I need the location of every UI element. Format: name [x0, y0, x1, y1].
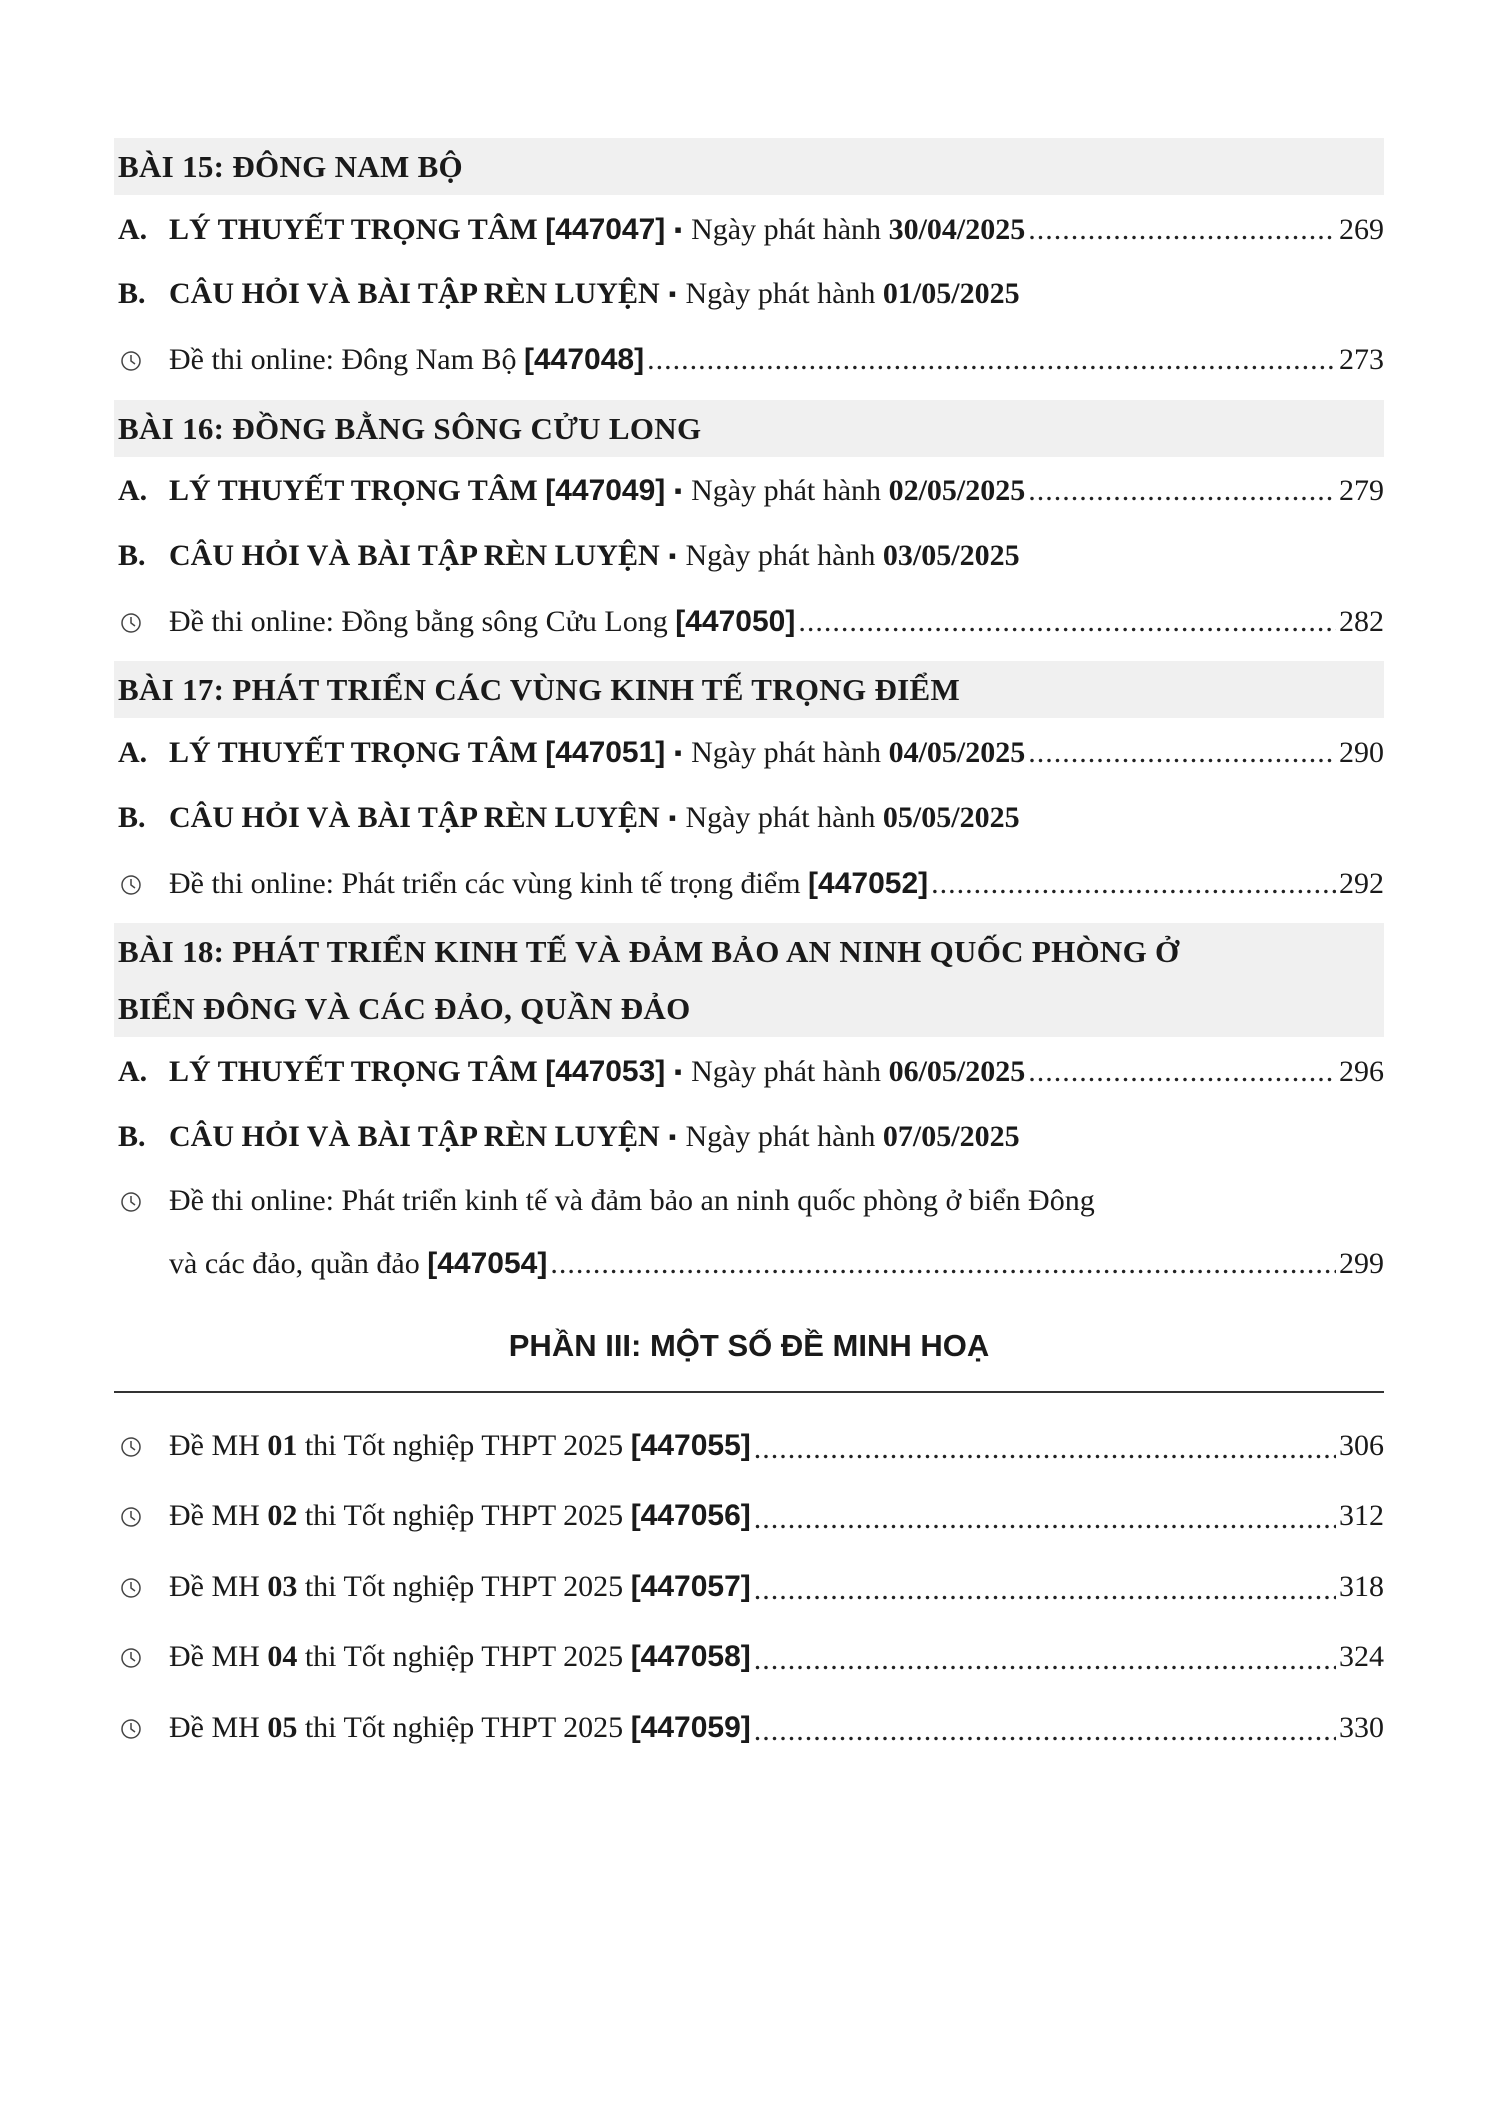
entry-title: CÂU HỎI VÀ BÀI TẬP RÈN LUYỆN	[169, 277, 660, 310]
clock-icon	[118, 345, 169, 375]
exam-code: [447058]	[630, 1640, 751, 1673]
bullet-separator: ▪	[674, 478, 683, 503]
entry-letter: A.	[118, 736, 148, 769]
exam-prefix: Đề MH	[169, 1499, 260, 1532]
practice-entry[interactable]	[118, 524, 1384, 588]
exam-suffix: thi Tốt nghiệp THPT 2025	[304, 1499, 624, 1532]
page-number: 312	[1339, 1499, 1384, 1532]
entry-letter: B.	[118, 1120, 146, 1153]
release-date: 30/04/2025	[888, 213, 1026, 246]
page-number: 269	[1339, 213, 1384, 246]
exam-prefix: Đề MH	[169, 1570, 260, 1603]
exam-suffix: thi Tốt nghiệp THPT 2025	[304, 1570, 624, 1603]
release-label: Ngày phát hành	[685, 539, 876, 572]
exam-number: 03	[267, 1570, 298, 1603]
lesson-heading-text: BÀI 18: PHÁT TRIỂN KINH TẾ VÀ ĐẢM BẢO AN NINH QUỐC PHÒNG Ở	[118, 934, 1180, 969]
clock-icon	[118, 869, 169, 899]
entry-letter: A.	[118, 1055, 148, 1088]
exam-code: [447054]	[427, 1247, 548, 1280]
exam-title: Đề thi online: Đồng bằng sông Cửu Long	[169, 605, 668, 638]
release-date: 01/05/2025	[882, 277, 1020, 310]
lesson-heading[interactable]	[114, 661, 1384, 718]
exam-suffix: thi Tốt nghiệp THPT 2025	[304, 1429, 624, 1462]
page-number: 290	[1339, 736, 1384, 769]
release-label: Ngày phát hành	[691, 1055, 882, 1088]
release-date: 02/05/2025	[888, 474, 1026, 507]
practice-entry[interactable]	[118, 262, 1384, 326]
online-exam-entry[interactable]	[118, 590, 1384, 654]
entry-code: [447053]	[545, 1055, 666, 1088]
theory-entry[interactable]	[118, 1040, 1384, 1104]
clock-icon	[118, 1713, 169, 1743]
theory-entry[interactable]	[118, 721, 1384, 785]
exam-code: [447050]	[675, 605, 796, 638]
entry-title: CÂU HỎI VÀ BÀI TẬP RÈN LUYỆN	[169, 801, 660, 834]
bullet-separator: ▪	[668, 1124, 677, 1149]
exam-prefix: Đề MH	[169, 1711, 260, 1744]
entry-title: LÝ THUYẾT TRỌNG TÂM	[169, 736, 538, 769]
clock-icon	[118, 607, 169, 637]
release-label: Ngày phát hành	[685, 277, 876, 310]
exam-code: [447048]	[523, 343, 645, 376]
exam-prefix: Đề MH	[169, 1640, 260, 1673]
dot-leader	[1028, 215, 1336, 262]
release-date: 07/05/2025	[882, 1120, 1020, 1153]
release-label: Ngày phát hành	[685, 1120, 876, 1153]
exam-title: Đề thi online: Phát triển kinh tế và đảm bảo an ninh quốc phòng ở biển Đông	[169, 1184, 1095, 1217]
page-number: 292	[1339, 867, 1384, 900]
sample-exam-entry[interactable]	[118, 1693, 1384, 1763]
dot-leader	[1028, 476, 1336, 523]
page-number: 282	[1339, 605, 1384, 638]
release-label: Ngày phát hành	[691, 474, 882, 507]
bullet-separator: ▪	[668, 805, 677, 830]
clock-icon	[118, 1431, 169, 1461]
exam-number: 04	[267, 1640, 298, 1673]
page-number: 306	[1339, 1429, 1384, 1462]
exam-code: [447059]	[630, 1711, 751, 1744]
page-number: 279	[1339, 474, 1384, 507]
page-number: 324	[1339, 1640, 1384, 1673]
clock-icon	[118, 1572, 169, 1602]
entry-code: [447047]	[545, 213, 666, 246]
lesson-heading[interactable]	[114, 400, 1384, 457]
dot-leader	[647, 345, 1336, 392]
entry-code: [447049]	[545, 474, 666, 507]
entry-letter: A.	[118, 474, 148, 507]
page-number: 296	[1339, 1055, 1384, 1088]
exam-code: [447056]	[630, 1499, 751, 1532]
release-date: 06/05/2025	[888, 1055, 1026, 1088]
exam-number: 05	[267, 1711, 298, 1744]
divider	[114, 1391, 1384, 1393]
sample-exam-entry[interactable]	[118, 1411, 1384, 1481]
bullet-separator: ▪	[668, 281, 677, 306]
lesson-heading-text: BIỂN ĐÔNG VÀ CÁC ĐẢO, QUẦN ĐẢO	[118, 991, 691, 1026]
exam-suffix: thi Tốt nghiệp THPT 2025	[304, 1640, 624, 1673]
online-exam-entry[interactable]	[118, 1169, 1384, 1233]
exam-title-continued: và các đảo, quần đảo	[169, 1247, 420, 1280]
dot-leader	[754, 1575, 1336, 1622]
entry-title: CÂU HỎI VÀ BÀI TẬP RÈN LUYỆN	[169, 1120, 660, 1153]
exam-prefix: Đề MH	[169, 1429, 260, 1462]
lesson-heading-text: BÀI 16: ĐỒNG BẰNG SÔNG CỬU LONG	[118, 411, 702, 446]
dot-leader	[1028, 1057, 1336, 1104]
entry-title: CÂU HỎI VÀ BÀI TẬP RÈN LUYỆN	[169, 539, 660, 572]
clock-icon	[118, 1642, 169, 1672]
theory-entry[interactable]	[118, 198, 1384, 262]
lesson-heading[interactable]	[114, 138, 1384, 195]
online-exam-entry[interactable]	[118, 852, 1384, 916]
bullet-separator: ▪	[674, 217, 683, 242]
theory-entry[interactable]	[118, 459, 1384, 523]
dot-leader	[1028, 738, 1336, 785]
exam-title: Đề thi online: Phát triển các vùng kinh tế trọng điểm	[169, 867, 801, 900]
release-label: Ngày phát hành	[691, 736, 882, 769]
lesson-heading-text: BÀI 17: PHÁT TRIỂN CÁC VÙNG KINH TẾ TRỌNG ĐIỂM	[118, 672, 961, 707]
clock-icon	[118, 1501, 169, 1531]
exam-number: 02	[267, 1499, 298, 1532]
exam-code: [447052]	[808, 867, 929, 900]
online-exam-entry-continued[interactable]	[169, 1232, 1384, 1296]
page-number: 330	[1339, 1711, 1384, 1744]
clock-icon	[118, 1186, 169, 1216]
entry-letter: B.	[118, 801, 146, 834]
dot-leader	[798, 607, 1336, 654]
bullet-separator: ▪	[674, 1059, 683, 1084]
exam-number: 01	[267, 1429, 298, 1462]
page-number: 299	[1339, 1247, 1384, 1280]
entry-code: [447051]	[545, 736, 666, 769]
release-label: Ngày phát hành	[685, 801, 876, 834]
entry-letter: B.	[118, 277, 146, 310]
entry-letter: A.	[118, 213, 148, 246]
release-date: 04/05/2025	[888, 736, 1026, 769]
exam-code: [447055]	[630, 1429, 751, 1462]
dot-leader	[754, 1716, 1336, 1763]
release-label: Ngày phát hành	[691, 213, 882, 246]
lesson-heading[interactable]	[114, 923, 1384, 1037]
practice-entry[interactable]	[118, 786, 1384, 850]
exam-code: [447057]	[630, 1570, 751, 1603]
sample-exam-entry[interactable]	[118, 1481, 1384, 1551]
dot-leader	[754, 1504, 1336, 1551]
part-title[interactable]: PHẦN III: MỘT SỐ ĐỀ MINH HOẠ	[508, 1328, 990, 1363]
practice-entry[interactable]	[118, 1105, 1384, 1169]
sample-exam-entry[interactable]	[118, 1622, 1384, 1692]
exam-suffix: thi Tốt nghiệp THPT 2025	[304, 1711, 624, 1744]
exam-title: Đề thi online: Đông Nam Bộ	[169, 343, 517, 376]
dot-leader	[931, 869, 1336, 916]
sample-exam-entry[interactable]	[118, 1552, 1384, 1622]
page-number: 273	[1339, 343, 1384, 376]
page-number: 318	[1339, 1570, 1384, 1603]
release-date: 03/05/2025	[882, 539, 1020, 572]
online-exam-entry[interactable]	[118, 328, 1384, 392]
dot-leader	[754, 1434, 1336, 1481]
entry-title: LÝ THUYẾT TRỌNG TÂM	[169, 1055, 538, 1088]
bullet-separator: ▪	[674, 740, 683, 765]
entry-title: LÝ THUYẾT TRỌNG TÂM	[169, 213, 538, 246]
lesson-heading-text: BÀI 15: ĐÔNG NAM BỘ	[118, 149, 463, 184]
dot-leader	[754, 1645, 1336, 1692]
release-date: 05/05/2025	[882, 801, 1020, 834]
entry-letter: B.	[118, 539, 146, 572]
bullet-separator: ▪	[668, 543, 677, 568]
entry-title: LÝ THUYẾT TRỌNG TÂM	[169, 474, 538, 507]
dot-leader	[550, 1249, 1336, 1296]
